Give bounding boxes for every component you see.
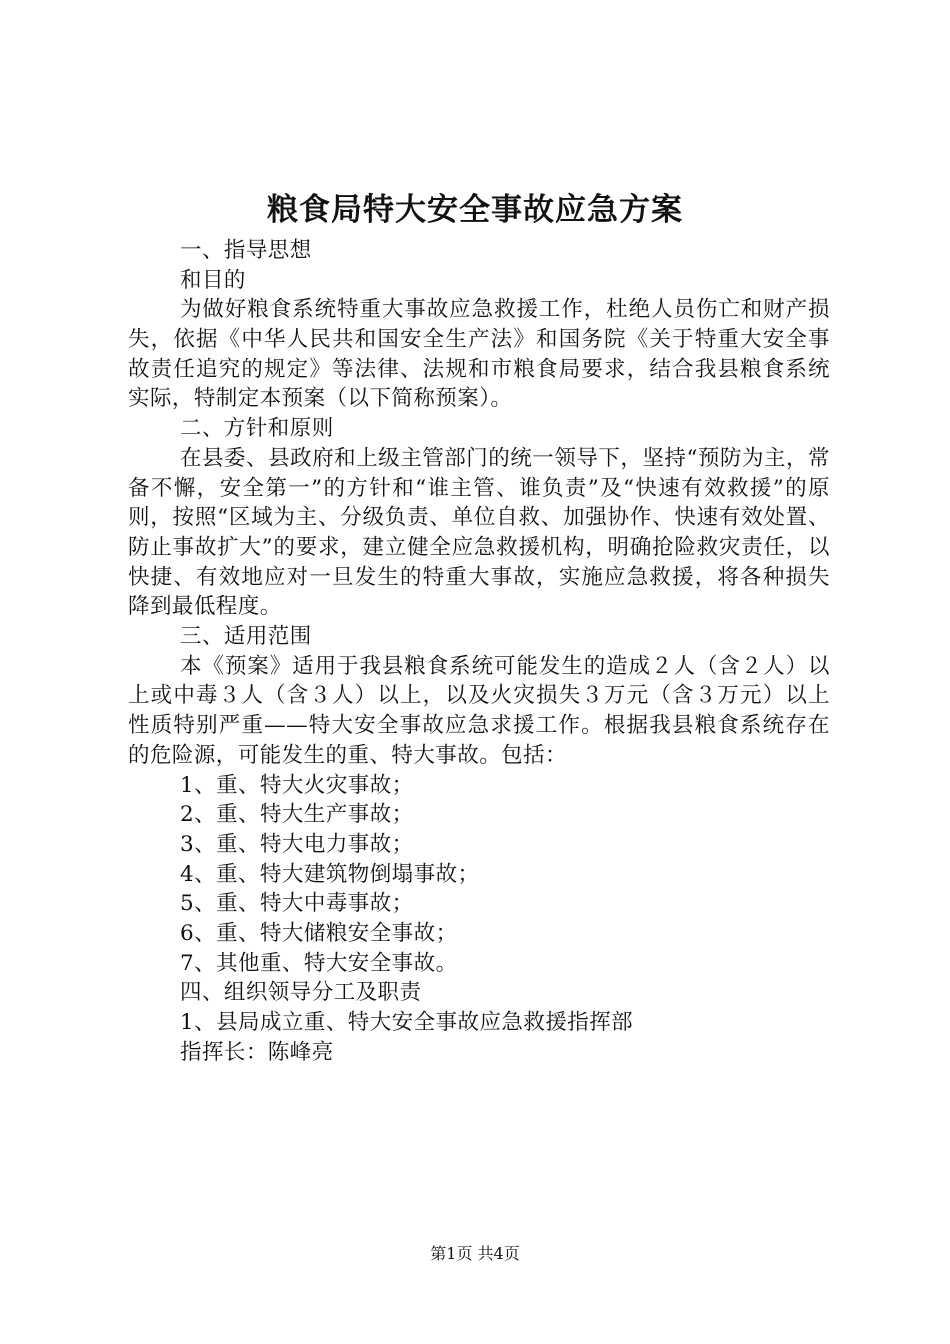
section-heading-2: 二、方针和原则 [180,416,334,442]
document-title: 粮食局特大安全事故应急方案 [267,192,683,228]
section-heading-4: 四、组织领导分工及职责 [180,980,422,1006]
subsection-heading-4-1: 1、县局成立重、特大安全事故应急救援指挥部 [180,1010,634,1036]
list-item: 4、重、特大建筑物倒塌事故； [180,861,480,887]
list-item: 2、重、特大生产事故； [180,802,414,828]
list-item: 1、重、特大火灾事故； [180,772,414,798]
list-item: 7、其他重、特大安全事故。 [180,950,458,976]
list-item: 3、重、特大电力事故； [180,831,414,857]
commander-line: 指挥长：陈峰亮 [180,1039,334,1065]
section-paragraph-2: 在县委、县政府和上级主管部门的统一领导下，坚持“预防为主，常备不懈，安全第一”的方针和“谁主管、谁负责”及“快速有效救援”的原则，按照“区域为主、分级负责、单位自救、加强协作、快速有效处置、防止事故扩大”的要求，建立健全应急救援机构，明确抢险救灾责任，以快捷、有效地应对一旦发生的特重大事故，实施应急救援，将各种损失降到最低程度。 [128,445,830,620]
section-heading-1: 一、指导思想 [180,238,312,263]
section-heading-3: 三、适用范围 [180,624,312,650]
document-body [128,236,830,1067]
section-paragraph-3: 本《预案》适用于我县粮食系统可能发生的造成２人（含２人）以上或中毒３人（含３人）以上，以及火灾损失３万元（含３万元）以上性质特别严重——特大安全事故应急求援工作。根据我县粮食系统存在的危险源，可能发生的重、特大事故。包括： [128,653,830,768]
section-heading-1-continued: 和目的 [180,267,246,293]
page-footer: 第1页 共4页 [430,1244,520,1263]
list-item: 6、重、特大储粮安全事故； [180,921,458,947]
section-paragraph-1: 为做好粮食系统特重大事故应急救援工作，杜绝人员伤亡和财产损失，依据《中华人民共和国安全生产法》和国务院《关于特重大安全事故责任追究的规定》等法律、法规和市粮食局要求，结合我县粮食系统实际，特制定本预案（以下简称预案）。 [128,297,830,412]
list-item: 5、重、特大中毒事故； [180,891,414,917]
